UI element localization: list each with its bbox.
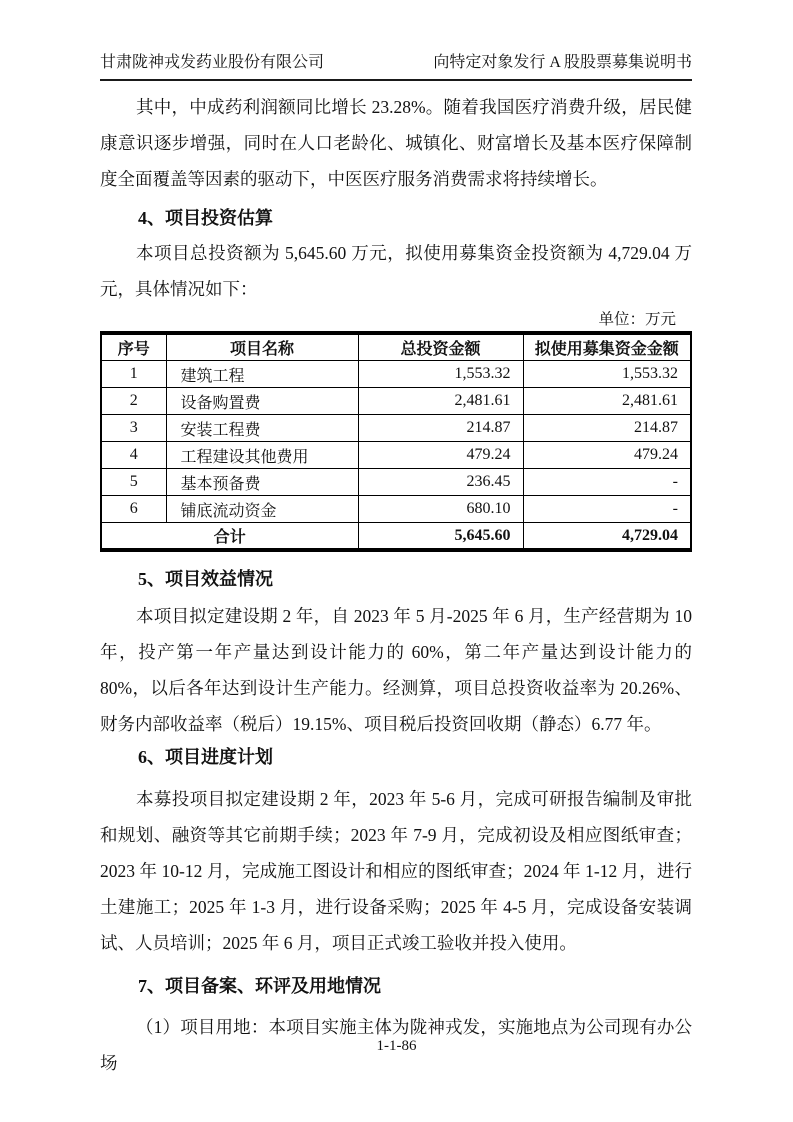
item-name-cell: 基本预备费 <box>166 469 358 496</box>
total-label-cell: 合计 <box>101 523 358 551</box>
total-investment-cell: 214.87 <box>358 415 523 442</box>
table-row <box>101 361 691 388</box>
serial-cell: 2 <box>101 388 166 415</box>
page-header <box>100 53 692 81</box>
item-name-cell: 建筑工程 <box>166 361 358 388</box>
item-name-cell: 工程建设其他费用 <box>166 442 358 469</box>
serial-cell: 5 <box>101 469 166 496</box>
section-4-paragraph: 本项目总投资额为 5,645.60 万元，拟使用募集资金投资额为 4,729.04 万元，具体情况如下： <box>100 243 692 299</box>
page-number: 1-1-86 <box>376 1038 417 1054</box>
item-name-cell: 铺底流动资金 <box>166 496 358 523</box>
total-investment-cell: 2,481.61 <box>358 388 523 415</box>
col-header-total-investment: 总投资金额 <box>358 333 523 361</box>
table-row <box>101 496 691 523</box>
page-content <box>0 53 793 1081</box>
serial-cell: 1 <box>101 361 166 388</box>
raised-funds-cell: - <box>523 496 691 523</box>
raised-funds-sum-cell: 4,729.04 <box>523 523 691 551</box>
col-header-serial: 序号 <box>101 333 166 361</box>
section-5-heading: 5、项目效益情况 <box>138 569 273 589</box>
item-name-cell: 设备购置费 <box>166 388 358 415</box>
intro-paragraph: 其中，中成药利润额同比增长 23.28%。随着我国医疗消费升级，居民健康意识逐步增强，同时在人口老龄化、城镇化、财富增长及基本医疗保障制度全面覆盖等因素的驱动下，中医医疗服务消费需求将持续增长。 <box>100 97 692 189</box>
serial-cell: 4 <box>101 442 166 469</box>
table-total-row <box>101 523 691 551</box>
table-row <box>101 469 691 496</box>
section-5-paragraph: 本项目拟定建设期 2 年，自 2023 年 5 月-2025 年 6 月，生产经营期为 10 年，投产第一年产量达到设计能力的 60%，第二年产量达到设计能力的 80%，以后各年达到设计生产能力。经测算，项目总投资收益率为 20.26%、财务内部收益率（税后）19.15%、项目税后投资回收期（静态）6.77 年。 <box>100 606 692 734</box>
raised-funds-cell: 2,481.61 <box>523 388 691 415</box>
col-header-raised-funds: 拟使用募集资金金额 <box>523 333 691 361</box>
table-unit-label: 单位：万元 <box>598 311 676 328</box>
table-row <box>101 388 691 415</box>
total-investment-cell: 1,553.32 <box>358 361 523 388</box>
raised-funds-cell: 1,553.32 <box>523 361 691 388</box>
section-7-paragraph: （1）项目用地：本项目实施主体为陇神戎发，实施地点为公司现有办公场 <box>100 1017 692 1073</box>
col-header-item-name: 项目名称 <box>166 333 358 361</box>
header-doc-title: 向特定对象发行 A 股股票募集说明书 <box>433 54 692 71</box>
raised-funds-cell: 214.87 <box>523 415 691 442</box>
section-6-paragraph: 本募投项目拟定建设期 2 年，2023 年 5-6 月，完成可研报告编制及审批和规划、融资等其它前期手续；2023 年 7-9 月，完成初设及相应图纸审查；2023 年 10-12 月，完成施工图设计和相应的图纸审查；2024 年 1-12 月，进行土建施工；2025 年 1-3 月，进行设备采购；2025 年 4-5 月，完成设备安装调试、人员培训；2025 年 6 月，项目正式竣工验收并投入使用。 <box>100 789 692 953</box>
section-7-heading: 7、项目备案、环评及用地情况 <box>138 976 381 996</box>
total-investment-cell: 680.10 <box>358 496 523 523</box>
table-row <box>101 415 691 442</box>
total-investment-sum-cell: 5,645.60 <box>358 523 523 551</box>
raised-funds-cell: 479.24 <box>523 442 691 469</box>
serial-cell: 3 <box>101 415 166 442</box>
table-row <box>101 442 691 469</box>
total-investment-cell: 479.24 <box>358 442 523 469</box>
table-header-row <box>101 333 691 361</box>
investment-table <box>100 331 692 552</box>
raised-funds-cell: - <box>523 469 691 496</box>
section-6-heading: 6、项目进度计划 <box>138 747 273 767</box>
header-company-name: 甘肃陇神戎发药业股份有限公司 <box>100 54 325 71</box>
serial-cell: 6 <box>101 496 166 523</box>
section-4-heading: 4、项目投资估算 <box>138 208 273 228</box>
item-name-cell: 安装工程费 <box>166 415 358 442</box>
total-investment-cell: 236.45 <box>358 469 523 496</box>
